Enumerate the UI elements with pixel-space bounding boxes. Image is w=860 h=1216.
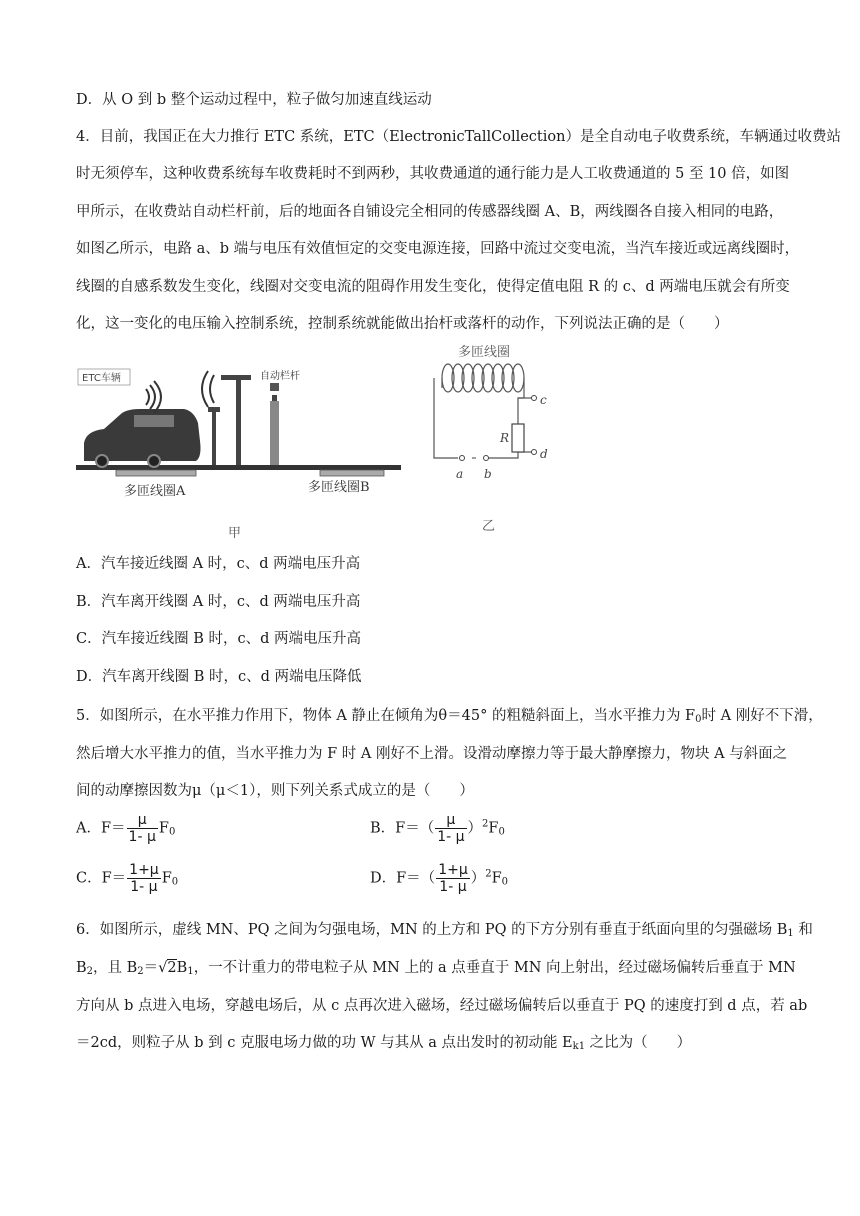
sqrt-sign: √ [158,960,168,976]
q4-line: 化，这一变化的电压输入控制系统，控制系统就能做出抬杆或落杆的动作，下列说法正确的是（ ） [76,316,729,332]
q5-option-b: B．F＝（ $\frac{\mu}{1- \mu}$ ）$^2F_0$ [370,812,505,845]
yi-r: R [500,431,510,445]
q5-line-1: 5．如图所示，在水平推力作用下，物体 A 静止在倾角为θ＝45° 的粗糙斜面上，当水平推力为 $F_0$时 A 刚好不下滑， [76,708,823,725]
figure-jia [76,345,406,549]
fraction: $\frac{\mu}{1- \mu}$ [437,812,465,845]
q5-line-2: 然后增大水平推力的值，当水平推力为 F 时 A 刚好不上滑。设滑动摩擦力等于最大静摩擦力，物块 A 与斜面之 [76,746,788,762]
q4-option-b: B．汽车离开线圈 A 时，c、d 两端电压升高 [76,594,361,610]
yi-title: 多匝线圈 [458,345,511,360]
q4-option-d: D．汽车离开线圈 B 时，c、d 两端电压降低 [76,669,362,685]
q4-option-c: C．汽车接近线圈 B 时，c、d 两端电压升高 [76,631,361,647]
q3-option-d: D．从 O 到 b 整个运动过程中，粒子做匀加速直线运动 [76,92,432,108]
q6-line-2: $B_2$，且 $B_2=√2B_1$，一不计重力的带电粒子从 MN 上的 a 点垂直于 MN 向上射出，经过磁场偏转后垂直于 MN [76,960,796,977]
q6-line-3: 方向从 b 点进入电场，穿越电场后，从 c 点再次进入磁场，经过磁场偏转后以垂直于 PQ 的速度打到 d 点，若 ab [76,998,808,1014]
yi-b: b [484,467,492,481]
yi-d: d [540,447,548,461]
q6-line-1: 6．如图所示，虚线 MN、PQ 之间为匀强电场，MN 的上方和 PQ 的下方分别有垂直于纸面向里的匀强磁场 $B_1$ 和 [76,922,813,939]
fraction: $\frac{1+\mu}{1- \mu}$ [438,862,468,895]
fig-jia-caption: 甲 [228,526,242,541]
q4-line: 甲所示，在收费站自动栏杆前，后的地面各自铺设完全相同的传感器线圈 A、B，两线圈各自接入相同的电路， [76,204,784,220]
car-label: ETC车辆 [82,373,121,384]
figure-yi [420,340,560,544]
q5-line-3: 间的动摩擦因数为μ（μ＜1），则下列关系式成立的是（ ） [76,783,474,799]
q4-option-a: A．汽车接近线圈 A 时，c、d 两端电压升高 [76,556,361,572]
yi-c: c [540,393,547,407]
fraction: $\frac{\mu}{1- \mu}$ [128,812,156,845]
gate-label: 自动栏杆 [260,371,300,382]
q5-option-a: A．F＝ $\frac{\mu}{1- \mu}$ $F_0$ [76,812,176,845]
q4-line: 4．目前，我国正在大力推行 ETC 系统，ETC（ElectronicTallCollection）是全自动电子收费系统，车辆通过收费站 [76,129,841,145]
q4-line: 如图乙所示，电路 a、b 端与电压有效值恒定的交变电源连接，回路中流过交变电流，当汽车接近或远离线圈时， [76,241,800,257]
q5-option-d: D．F＝（ $\frac{1+\mu}{1- \mu}$ ）$^2F_0$ [370,862,509,895]
yi-a: a [456,467,464,481]
fraction: $\frac{1+\mu}{1- \mu}$ [129,862,159,895]
q4-line: 时无须停车，这种收费系统每车收费耗时不到两秒，其收费通道的通行能力是人工收费通道的 5 至 10 倍，如图 [76,166,790,182]
q6-line-4: ＝2cd，则粒子从 b 到 c 克服电场力做的功 W 与其从 a 点出发时的初动能 $E_{k1}$ 之比为（ ） [76,1035,692,1052]
q5-option-c: C．F＝ $\frac{1+\mu}{1- \mu}$ $F_0$ [76,862,179,895]
coil-a-label: 多匝线圈A [124,484,186,499]
fig-yi-caption: 乙 [482,519,496,534]
q4-line: 线圈的自感系数发生变化，线圈对交变电流的阻碍作用发生变化，使得定值电阻 R 的 c、d 两端电压就会有所变 [76,279,790,295]
coil-b-label: 多匝线圈B [308,480,370,495]
